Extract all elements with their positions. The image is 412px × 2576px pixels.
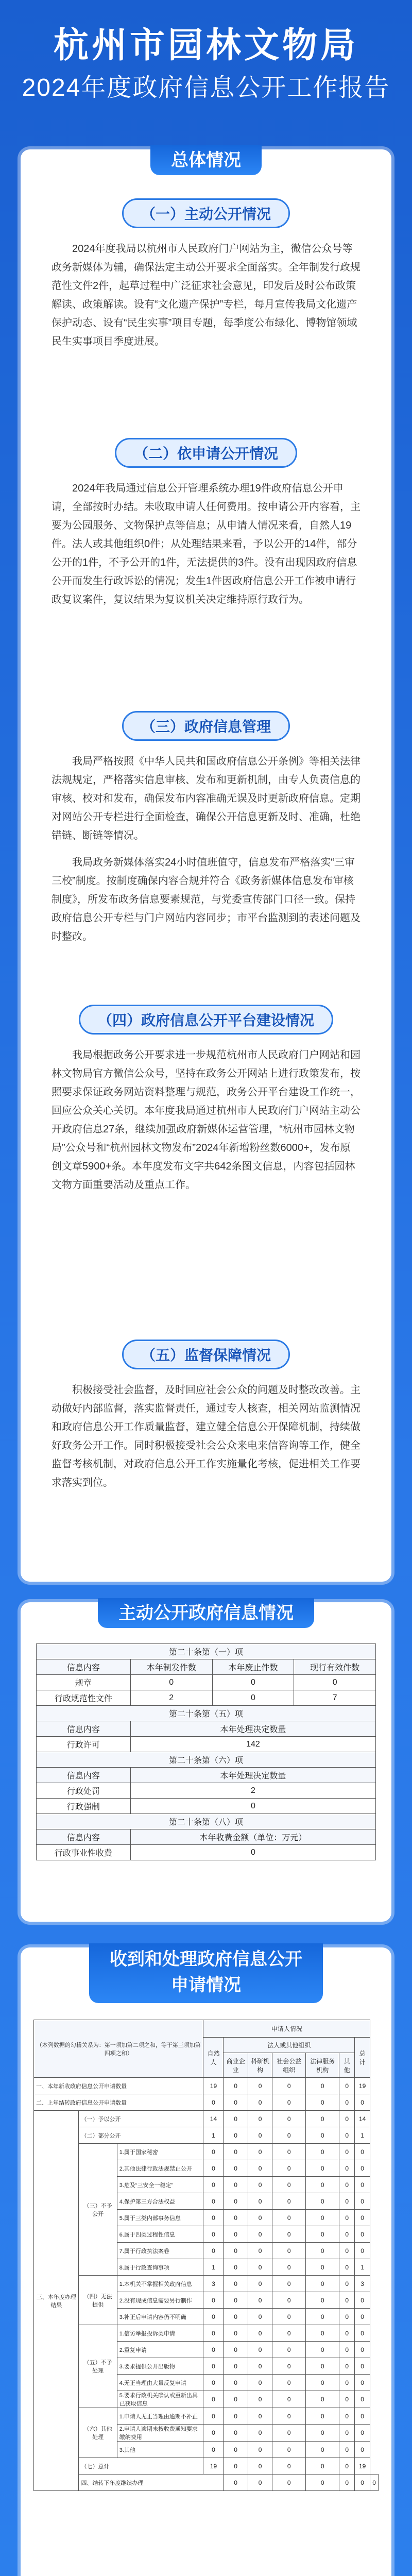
cell: 0 (248, 2078, 272, 2094)
cell: 0 (355, 2144, 370, 2160)
row-label: （一）予以公开 (79, 2111, 203, 2127)
cell: 0 (306, 2259, 339, 2276)
cell: 0 (272, 2226, 306, 2243)
active-info-table-wrap (36, 1643, 376, 1860)
table-section-title: 第二十条第（一）项 (37, 1644, 376, 1659)
row-label: 1.信访举报投诉类申请 (117, 2325, 203, 2342)
cell: 0 (339, 2442, 355, 2458)
table-row (37, 1690, 376, 1706)
row-label: 行政规范性文件 (37, 1690, 131, 1706)
cell: 0 (306, 2375, 339, 2391)
cell: 0 (355, 2160, 370, 2177)
cell: 0 (224, 2408, 248, 2425)
cell: 0 (130, 1845, 375, 1860)
table-section-title: 第二十条第（六）项 (37, 1752, 376, 1768)
row-label: （二）部分公开 (79, 2127, 203, 2144)
table-row (37, 1799, 376, 1814)
cell: 0 (355, 2309, 370, 2325)
cell: 0 (339, 2078, 355, 2094)
cell: 0 (339, 2408, 355, 2425)
row-label: 6.属于四类过程性信息 (117, 2226, 203, 2243)
cell: 0 (306, 2160, 339, 2177)
cell: 0 (272, 2442, 306, 2458)
application-stats-table (33, 2020, 379, 2491)
row-label: 5.要求行政机关确认或重新出具已获取信息 (117, 2391, 203, 2408)
cell: 0 (248, 2160, 272, 2177)
cell: 0 (339, 2375, 355, 2391)
col-header: 商业企业 (224, 2053, 248, 2078)
cell: 0 (248, 2391, 272, 2408)
col-header: 信息内容 (37, 1659, 131, 1675)
cell: 0 (203, 2210, 224, 2226)
table-row (34, 2325, 379, 2342)
cell: 0 (339, 2177, 355, 2193)
cell: 0 (203, 2292, 224, 2309)
cell: 0 (203, 2226, 224, 2243)
cell: 0 (272, 2342, 306, 2358)
cell: 0 (355, 2391, 370, 2408)
row-label: 一、本年新收政府信息公开申请数量 (34, 2078, 203, 2094)
cell: 0 (355, 2342, 370, 2358)
cell: 0 (355, 2177, 370, 2193)
cell: 0 (130, 1799, 375, 1814)
cell: 0 (306, 2193, 339, 2210)
cell: 14 (355, 2111, 370, 2127)
cell: 0 (306, 2276, 339, 2292)
cell: 0 (339, 2210, 355, 2226)
cell: 0 (272, 2425, 306, 2442)
cell: 0 (272, 2177, 306, 2193)
row-label: （七）总计 (79, 2458, 203, 2475)
cell: 0 (272, 2144, 306, 2160)
cell: 0 (224, 2111, 248, 2127)
cell: 0 (272, 2160, 306, 2177)
table-row (34, 2408, 379, 2425)
cell: 0 (224, 2127, 248, 2144)
cell: 1 (203, 2259, 224, 2276)
cell: 0 (212, 1675, 294, 1690)
cell: 0 (272, 2391, 306, 2408)
cell: 0 (224, 2292, 248, 2309)
row-label: 2.其他法律行政法规禁止公开 (117, 2160, 203, 2177)
row-label: 5.属于三类内部事务信息 (117, 2210, 203, 2226)
application-section (52, 438, 360, 609)
cell: 0 (248, 2442, 272, 2458)
cell: 0 (306, 2442, 339, 2458)
col-header: 其他 (339, 2053, 355, 2078)
cell: 0 (294, 1675, 376, 1690)
cell: 19 (355, 2458, 370, 2475)
cell: 0 (272, 2259, 306, 2276)
col-header: 自然人 (203, 2038, 224, 2078)
overview-heading: 总体情况 (150, 145, 262, 175)
application-stats-heading-line2: 申请情况 (171, 1975, 241, 1995)
cell: 19 (355, 2078, 370, 2094)
cell: 0 (306, 2177, 339, 2193)
cell: 0 (306, 2342, 339, 2358)
application-stats-heading (89, 1943, 323, 2003)
active-info-heading: 主动公开政府信息情况 (98, 1598, 314, 1628)
cell: 0 (248, 2342, 272, 2358)
cell: 0 (339, 2276, 355, 2292)
supervision-section (52, 1340, 360, 1492)
col-header: 法人或其他组织 (224, 2038, 355, 2053)
row-label: 行政事业性收费 (37, 1845, 131, 1860)
cell: 7 (294, 1690, 376, 1706)
cell: 0 (224, 2177, 248, 2193)
row-label: 3.补正后申请内容仍不明确 (117, 2309, 203, 2325)
cell: 0 (224, 2325, 248, 2342)
cell: 0 (272, 2358, 306, 2375)
cell: 0 (306, 2111, 339, 2127)
application-stats-heading-line1: 收到和处理政府信息公开 (110, 1950, 302, 1969)
cell: 0 (306, 2458, 339, 2475)
cell: 0 (248, 2309, 272, 2325)
col-header: 本年废止件数 (212, 1659, 294, 1675)
cell: 0 (339, 2475, 355, 2491)
cell: 0 (355, 2425, 370, 2442)
cell: 0 (339, 2243, 355, 2259)
cell: 0 (203, 2094, 224, 2111)
cell: 0 (248, 2243, 272, 2259)
row-label: 3.其他 (117, 2442, 203, 2458)
table-row (34, 2475, 379, 2491)
application-heading: （二）依申请公开情况 (115, 438, 297, 468)
cell: 0 (130, 1675, 212, 1690)
cell: 0 (272, 2127, 306, 2144)
table-row (34, 2276, 379, 2292)
cell: 0 (248, 2127, 272, 2144)
supervision-heading: （五）监督保障情况 (122, 1340, 290, 1369)
cell: 0 (272, 2408, 306, 2425)
cell: 1 (355, 2259, 370, 2276)
info-management-text-2: 我局政务新媒体落实24小时值班值守，信息发布严格落实“三审三校”制度。按制度确保内容合规并符合《政务新媒体信息发布审核制度》，所发布政务信息要素规范，与党委宣传部门口径一致。保持政府信息公开专栏与门户网站内容同步；市平台监测到的表述问题及时整改。 (52, 857, 360, 942)
application-stats-table-wrap (33, 2020, 379, 2491)
cell: 0 (224, 2078, 248, 2094)
cell: 0 (224, 2391, 248, 2408)
row-group-label: （五）不予处理 (79, 2325, 117, 2408)
cell: 0 (203, 2144, 224, 2160)
cell: 0 (272, 2475, 306, 2491)
cell: 0 (248, 2292, 272, 2309)
cell: 0 (203, 2442, 224, 2458)
cell: 0 (306, 2078, 339, 2094)
cell: 0 (306, 2094, 339, 2111)
col-header: 现行有效件数 (294, 1659, 376, 1675)
cell: 0 (224, 2160, 248, 2177)
cell: 0 (306, 2226, 339, 2243)
row-group-label: （三）不予公开 (79, 2144, 117, 2276)
cell: 0 (306, 2292, 339, 2309)
col-header: 本年收费金额（单位：万元） (130, 1829, 375, 1845)
cell: 0 (339, 2292, 355, 2309)
col-header: 科研机构 (248, 2053, 272, 2078)
cell: 0 (224, 2375, 248, 2391)
row-group-label: 三、本年度办理结果 (34, 2111, 79, 2491)
cell: 0 (272, 2375, 306, 2391)
cell: 0 (306, 2243, 339, 2259)
cell: 0 (224, 2210, 248, 2226)
cell: 0 (339, 2160, 355, 2177)
cell: 14 (203, 2111, 224, 2127)
cell: 0 (306, 2425, 339, 2442)
table-row (34, 2458, 379, 2475)
cell: 0 (355, 2292, 370, 2309)
cell: 0 (224, 2458, 248, 2475)
table-row (34, 2094, 379, 2111)
cell: 0 (248, 2177, 272, 2193)
cell: 0 (272, 2111, 306, 2127)
cell: 0 (203, 2325, 224, 2342)
info-management-heading: （三）政府信息管理 (122, 711, 290, 741)
cell: 0 (248, 2325, 272, 2342)
cell: 0 (306, 2210, 339, 2226)
cell: 0 (212, 1690, 294, 1706)
cell: 19 (203, 2078, 224, 2094)
col-header: 信息内容 (37, 1721, 131, 1737)
cell: 19 (203, 2458, 224, 2475)
row-label: 4.保护第三方合法权益 (117, 2193, 203, 2210)
table-row (37, 1675, 376, 1690)
cell: 0 (306, 2144, 339, 2160)
cell: 0 (224, 2193, 248, 2210)
row-label: 规章 (37, 1675, 131, 1690)
table-row (37, 1737, 376, 1752)
cell: 0 (203, 2408, 224, 2425)
row-label: 2.重复申请 (117, 2342, 203, 2358)
hero-banner (0, 0, 412, 139)
cell: 0 (248, 2425, 272, 2442)
cell: 0 (224, 2342, 248, 2358)
cell: 0 (248, 2408, 272, 2425)
table-row (37, 1783, 376, 1799)
cell: 0 (203, 2358, 224, 2375)
cell: 0 (272, 2243, 306, 2259)
cell: 0 (272, 2078, 306, 2094)
row-label: 1.属于国家秘密 (117, 2144, 203, 2160)
cell: 0 (224, 2425, 248, 2442)
info-management-section (52, 711, 360, 946)
cell: 0 (339, 2458, 355, 2475)
supervision-text: 积极接受社会监督，及时回应社会公众的问题及时整改改善。主动做好内部监督，落实监督责任，通过专人核查，相关网站监测情况和政府信息公开工作质量监督，建立健全信息公开保障机制，持续做好政务公开工作。同时积极接受社会公众来电来信咨询等工作，健全监督考核机制，对政府信息公开工作实施量化考核，促进相关工作要求落实到位。 (52, 1384, 360, 1488)
cell: 0 (306, 2325, 339, 2342)
cell: 0 (248, 2210, 272, 2226)
cell: 0 (248, 2226, 272, 2243)
cell: 0 (355, 2226, 370, 2243)
cell: 0 (355, 2210, 370, 2226)
page-title: 杭州市园林文物局 (53, 26, 358, 65)
cell: 0 (355, 2325, 370, 2342)
cell: 0 (248, 2458, 272, 2475)
cell: 0 (203, 2193, 224, 2210)
cell: 0 (306, 2358, 339, 2375)
active-disclosure-heading: （一）主动公开情况 (122, 198, 290, 228)
cell: 0 (339, 2425, 355, 2442)
cell: 0 (203, 2375, 224, 2391)
cell: 0 (306, 2408, 339, 2425)
cell: 0 (355, 2442, 370, 2458)
row-label: 8.属于行政查询事项 (117, 2259, 203, 2276)
active-disclosure-section (52, 198, 360, 351)
cell: 0 (355, 2193, 370, 2210)
cell: 0 (224, 2475, 248, 2491)
cell: 0 (339, 2144, 355, 2160)
table-row (37, 1845, 376, 1860)
row-label: 二、上年结转政府信息公开申请数量 (34, 2094, 203, 2111)
cell: 0 (339, 2127, 355, 2144)
col-header: 社会公益组织 (272, 2053, 306, 2078)
cell: 1 (355, 2127, 370, 2144)
table-row (34, 2144, 379, 2160)
cell: 0 (248, 2144, 272, 2160)
cell: 0 (339, 2325, 355, 2342)
cell: 0 (306, 2391, 339, 2408)
cell: 0 (272, 2325, 306, 2342)
cell: 0 (248, 2259, 272, 2276)
active-disclosure-text: 2024年度我局以杭州市人民政府门户网站为主，微信公众号等政务新媒体为辅，确保法定主动公开要求全面落实。全年制发行政规范性文件2件，起草过程中广泛征求社会意见，印发后及时公布政策解读、政策解读。设有“文化遗产保护”专栏，每月宣传我局文化遗产保护动态、设有“民生实事”项目专题，每季度公布绿化、博物馆领域民生实事项目季度进展。 (52, 243, 360, 347)
cell: 2 (130, 1690, 212, 1706)
application-text: 2024年我局通过信息公开管理系统办理19件政府信息公开申请，全部按时办结。未收取申请人任何费用。按申请公开内容看，主要为公园服务、文物保护点等信息；从申请人情况来看，自然人19件。法人或其他组织0件；从处理结果来看，予以公开的14件，部分公开的1件，不予公开的1件，无法提供的3件。没有出现因政府信息公开而发生行政诉讼的情况；发生1件因政府信息公开工作被申请行政复议案件，复议结果为复议机关决定维持原行政行为。 (52, 483, 360, 605)
cell: 0 (355, 2094, 370, 2111)
cell: 0 (224, 2144, 248, 2160)
cell: 0 (224, 2094, 248, 2111)
cell: 0 (370, 2475, 379, 2491)
cell: 0 (203, 2177, 224, 2193)
col-header: 法律服务机构 (306, 2053, 339, 2078)
cell: 0 (224, 2276, 248, 2292)
cell: 0 (224, 2442, 248, 2458)
cell: 0 (248, 2094, 272, 2111)
cell: 1 (203, 2127, 224, 2144)
row-label: 行政强制 (37, 1799, 131, 1814)
cell: 0 (248, 2276, 272, 2292)
row-group-label: （四）无法提供 (79, 2276, 117, 2325)
cell: 0 (203, 2309, 224, 2325)
cell: 3 (355, 2276, 370, 2292)
row-label: 1.本机关不掌握相关政府信息 (117, 2276, 203, 2292)
table-row (34, 2078, 379, 2094)
cell: 0 (224, 2226, 248, 2243)
cell: 0 (248, 2111, 272, 2127)
cell: 0 (355, 2475, 370, 2491)
row-label: 3.要求提供公开出版物 (117, 2358, 203, 2375)
cell: 0 (272, 2210, 306, 2226)
platform-heading: （四）政府信息公开平台建设情况 (79, 1005, 333, 1035)
col-header: 信息内容 (37, 1829, 131, 1845)
cell: 0 (272, 2292, 306, 2309)
cell: 0 (224, 2309, 248, 2325)
cell: 0 (339, 2226, 355, 2243)
cell: 0 (355, 2358, 370, 2375)
row-label: 4.无正当理由大量反复申请 (117, 2375, 203, 2391)
cell: 0 (248, 2375, 272, 2391)
cell: 0 (224, 2358, 248, 2375)
col-header: 总计 (355, 2038, 370, 2078)
cell: 0 (203, 2391, 224, 2408)
page-subtitle: 2024年度政府信息公开工作报告 (22, 74, 390, 101)
row-label: 2.没有现成信息需要另行制作 (117, 2292, 203, 2309)
cell: 0 (339, 2094, 355, 2111)
cell: 0 (203, 2425, 224, 2442)
cell: 0 (203, 2243, 224, 2259)
overview-card (21, 149, 391, 1582)
cell: 0 (248, 2193, 272, 2210)
cell: 0 (272, 2094, 306, 2111)
cell: 0 (339, 2358, 355, 2375)
table-section-title: 第二十条第（五）项 (37, 1706, 376, 1721)
col-header: 信息内容 (37, 1768, 131, 1783)
cell: 0 (355, 2408, 370, 2425)
cell: 0 (203, 2160, 224, 2177)
row-label: 7.属于行政执法案卷 (117, 2243, 203, 2259)
cell: 0 (224, 2243, 248, 2259)
col-header: 本年处理决定数量 (130, 1721, 375, 1737)
cell: 0 (248, 2358, 272, 2375)
cell: 0 (306, 2127, 339, 2144)
col-header: 本年处理决定数量 (130, 1768, 375, 1783)
cell: 142 (130, 1737, 375, 1752)
cell: 0 (272, 2193, 306, 2210)
row-label: 四、结转下年度继续办理 (79, 2475, 224, 2491)
cell: 0 (272, 2458, 306, 2475)
cell: 2 (130, 1783, 375, 1799)
cell: 0 (203, 2342, 224, 2358)
platform-text: 我局根据政务公开要求进一步规范杭州市人民政府门户网站和园林文物局官方微信公众号，坚持在政务公开网站上进行政策发布，按照要求保证政务网站资料整理与规范，政务公开平台建设工作统一，回应公众关心关切。本年度我局通过杭州市人民政府门户网站主动公开政府信息27条，继续加强政府新媒体运营管理，“杭州市园林文物局”公众号和“杭州园林文物发布”2024年新增粉丝数6000+，发布原创文章5900+条。本年度发布文字共642条图文信息，内容包括园林文物方面重要活动及重点工作。 (52, 1049, 360, 1191)
cell: 0 (306, 2475, 339, 2491)
cell: 0 (355, 2243, 370, 2259)
active-info-card (21, 1602, 391, 1922)
cell: 3 (203, 2276, 224, 2292)
cell: 0 (339, 2309, 355, 2325)
cell: 0 (339, 2391, 355, 2408)
cell: 0 (272, 2276, 306, 2292)
col-group-header: 申请人情况 (203, 2020, 370, 2038)
active-info-table (36, 1643, 376, 1860)
row-label: 行政许可 (37, 1737, 131, 1752)
cell: 0 (339, 2259, 355, 2276)
application-stats-card (21, 1947, 391, 2576)
cell: 0 (306, 2309, 339, 2325)
cell: 0 (339, 2193, 355, 2210)
info-management-text: 我局严格按照《中华人民共和国政府信息公开条例》等相关法律法规规定，严格落实信息审核、发布和更新机制，由专人负责信息的审核、校对和发布，确保发布内容准确无误及时更新政府信息。定期对网站公开专栏进行全面检查，确保公开信息更新及时、准确，杜绝错链、断链等情况。 (52, 756, 360, 841)
table-corner-note: （本列数据的勾稽关系为：第一项加第二项之和，等于第三项加第四项之和） (34, 2020, 203, 2078)
row-label: 2.申请人逾期未按收费通知要求缴纳费用 (117, 2425, 203, 2442)
cell: 0 (339, 2111, 355, 2127)
table-row (34, 2127, 379, 2144)
cell: 0 (339, 2342, 355, 2358)
cell: 0 (248, 2475, 272, 2491)
cell: 0 (272, 2309, 306, 2325)
col-header: 本年制发件数 (130, 1659, 212, 1675)
cell: 0 (355, 2375, 370, 2391)
table-section-title: 第二十条第（八）项 (37, 1814, 376, 1829)
row-label: 1.申请人无正当理由逾期不补正 (117, 2408, 203, 2425)
table-row (34, 2111, 379, 2127)
cell: 0 (224, 2259, 248, 2276)
row-label: 3.危及“三安全一稳定” (117, 2177, 203, 2193)
row-group-label: （六）其他处理 (79, 2408, 117, 2458)
row-label: 行政处罚 (37, 1783, 131, 1799)
platform-section (52, 1005, 360, 1194)
